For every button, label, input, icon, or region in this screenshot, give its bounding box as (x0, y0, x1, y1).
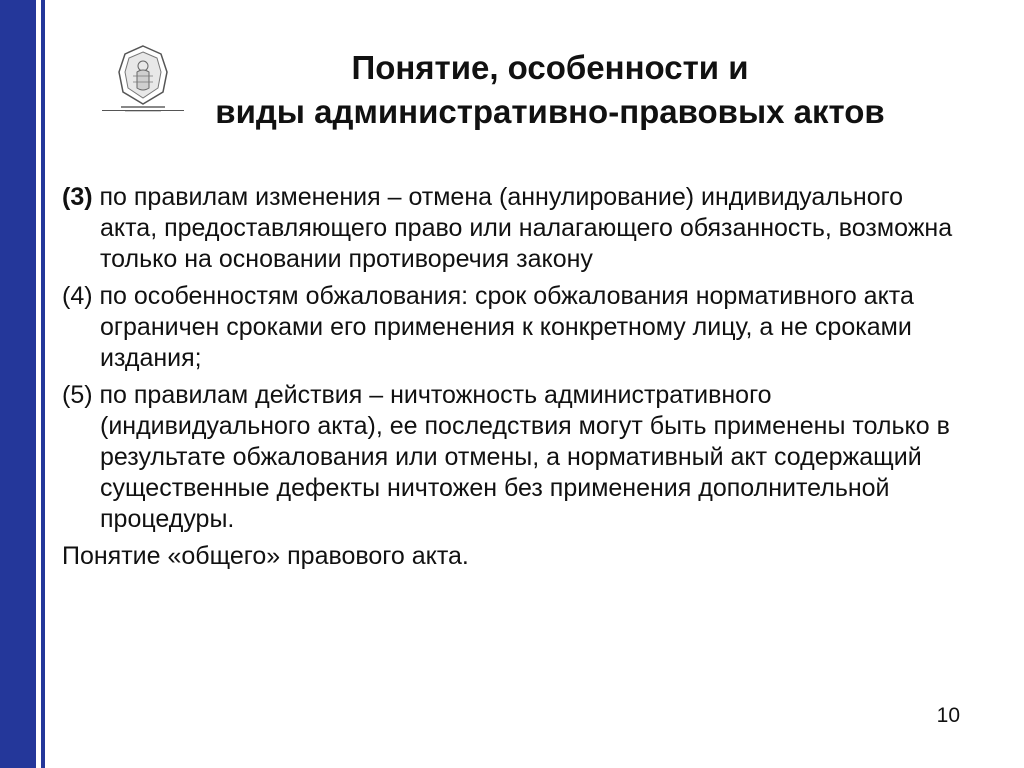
title-line-1: Понятие, особенности и (351, 49, 749, 86)
item-prefix-4: (4) (62, 282, 93, 310)
closing-line: Понятие «общего» правового акта. (62, 542, 469, 570)
item-text-5: по правилам действия – ничтожность административного (индивидуального акта), ее последствия могут быть применены только в результате обжалования или отмены, а нормативный акт содержащий существенные дефекты ничтожен без применения дополнительной процедуры. (92, 381, 950, 533)
left-accent-bar-inner (41, 0, 45, 768)
item-prefix-5: (5) (62, 381, 93, 409)
title-line-2: виды административно-правовых актов (215, 93, 885, 130)
list-item-5 (62, 380, 962, 535)
item-text-3: по правилам изменения – отмена (аннулирование) индивидуального акта, предоставляющего право или налагающего обязанность, возможна только на основании противоречия закону (92, 183, 953, 273)
slide-title (150, 46, 950, 134)
list-item-4 (62, 281, 962, 374)
item-text-4: по особенностям обжалования: срок обжалования нормативного акта ограничен сроками его применения к конкретному лицу, а не сроками издания; (92, 282, 914, 372)
list-item-3 (62, 182, 962, 275)
left-accent-bar (0, 0, 36, 768)
slide-body (62, 182, 962, 578)
item-prefix-3: (3) (62, 183, 93, 211)
page-number: 10 (936, 704, 960, 727)
